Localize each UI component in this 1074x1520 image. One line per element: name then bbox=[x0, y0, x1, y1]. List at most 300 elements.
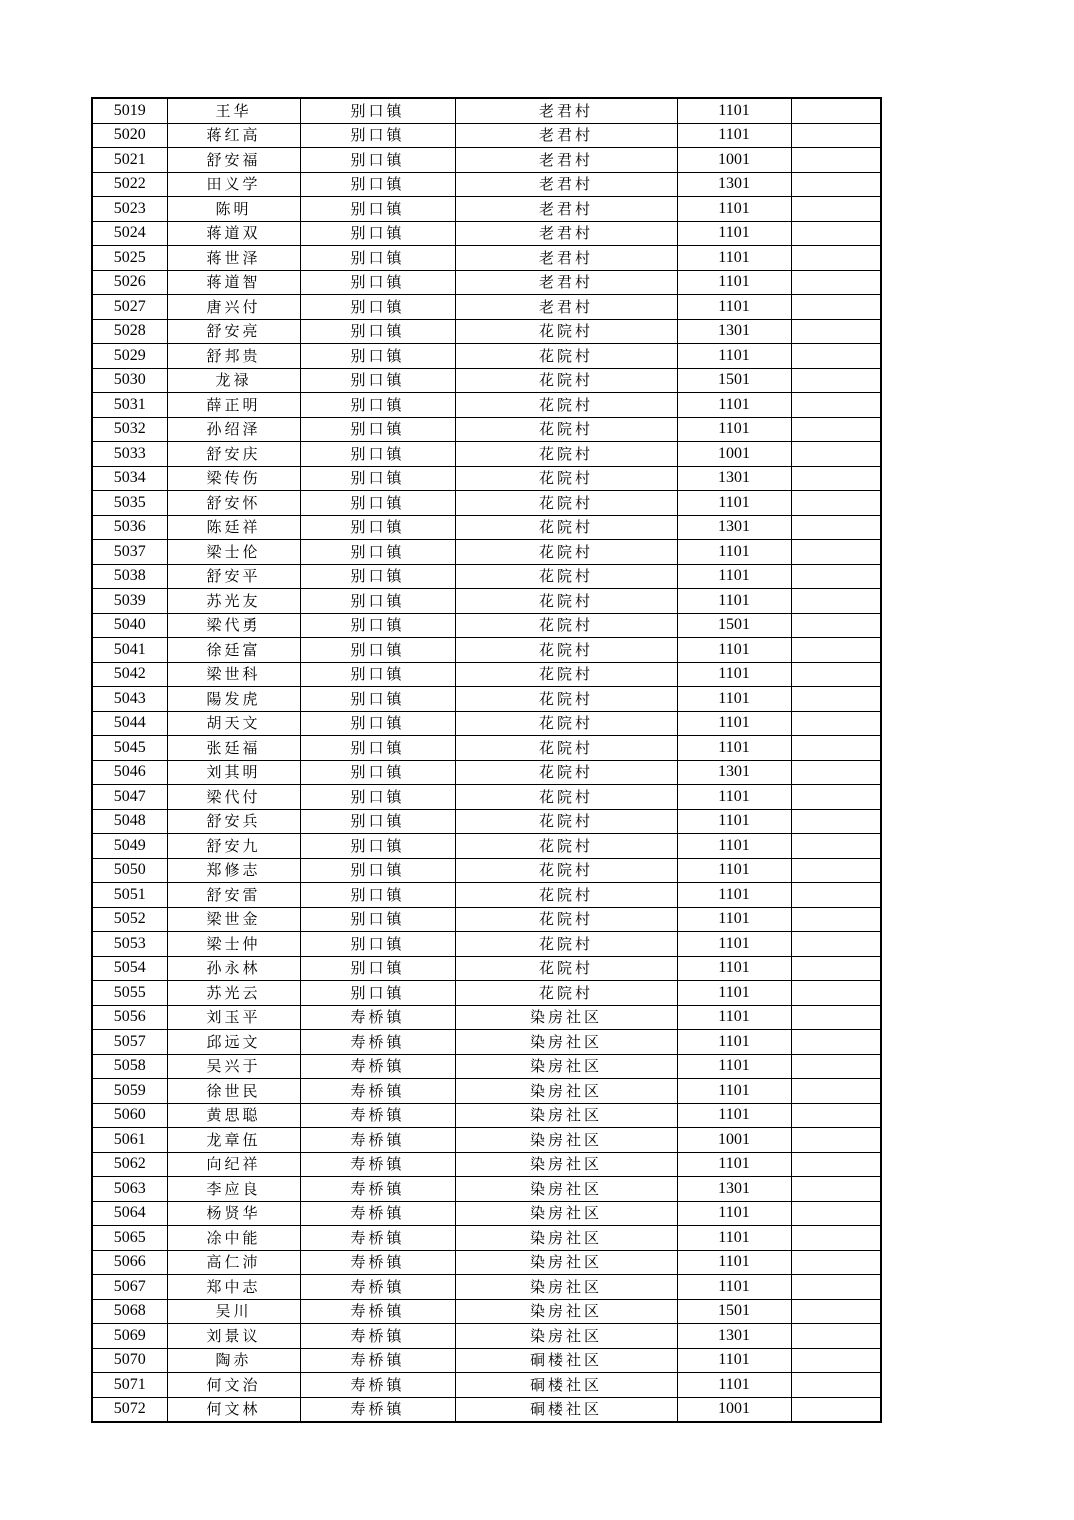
village-cell: 硐楼社区 bbox=[455, 1373, 677, 1398]
table-row bbox=[92, 1299, 881, 1324]
table-row bbox=[92, 123, 881, 148]
village-cell: 硐楼社区 bbox=[455, 1397, 677, 1422]
code-cell: 1101 bbox=[677, 883, 791, 908]
note-cell bbox=[791, 393, 881, 418]
code-cell: 1101 bbox=[677, 123, 791, 148]
village-cell: 老君村 bbox=[455, 270, 677, 295]
code-cell: 1101 bbox=[677, 956, 791, 981]
row-number-cell: 5063 bbox=[92, 1177, 167, 1202]
table-row bbox=[92, 344, 881, 369]
note-cell bbox=[791, 148, 881, 173]
table-row bbox=[92, 1079, 881, 1104]
table-row bbox=[92, 197, 881, 222]
code-cell: 1101 bbox=[677, 491, 791, 516]
table-row bbox=[92, 1152, 881, 1177]
town-cell: 别口镇 bbox=[300, 932, 455, 957]
village-cell: 花院村 bbox=[455, 417, 677, 442]
name-cell: 梁传伤 bbox=[167, 466, 300, 491]
name-cell: 舒邦贵 bbox=[167, 344, 300, 369]
village-cell: 染房社区 bbox=[455, 1030, 677, 1055]
table-row bbox=[92, 466, 881, 491]
code-cell: 1101 bbox=[677, 221, 791, 246]
code-cell: 1101 bbox=[677, 638, 791, 663]
row-number-cell: 5045 bbox=[92, 736, 167, 761]
code-cell: 1301 bbox=[677, 1177, 791, 1202]
village-cell: 花院村 bbox=[455, 809, 677, 834]
village-cell: 老君村 bbox=[455, 98, 677, 123]
village-cell: 染房社区 bbox=[455, 1324, 677, 1349]
row-number-cell: 5019 bbox=[92, 98, 167, 123]
code-cell: 1101 bbox=[677, 417, 791, 442]
note-cell bbox=[791, 344, 881, 369]
note-cell bbox=[791, 687, 881, 712]
code-cell: 1101 bbox=[677, 1054, 791, 1079]
code-cell: 1101 bbox=[677, 270, 791, 295]
table-row bbox=[92, 981, 881, 1006]
row-number-cell: 5068 bbox=[92, 1299, 167, 1324]
row-number-cell: 5053 bbox=[92, 932, 167, 957]
note-cell bbox=[791, 883, 881, 908]
village-cell: 花院村 bbox=[455, 491, 677, 516]
code-cell: 1101 bbox=[677, 1348, 791, 1373]
table-row bbox=[92, 148, 881, 173]
code-cell: 1101 bbox=[677, 1275, 791, 1300]
note-cell bbox=[791, 1348, 881, 1373]
note-cell bbox=[791, 1177, 881, 1202]
row-number-cell: 5052 bbox=[92, 907, 167, 932]
code-cell: 1001 bbox=[677, 442, 791, 467]
note-cell bbox=[791, 932, 881, 957]
table-row bbox=[92, 1324, 881, 1349]
name-cell: 梁代勇 bbox=[167, 613, 300, 638]
name-cell: 刘景议 bbox=[167, 1324, 300, 1349]
table-row bbox=[92, 760, 881, 785]
village-cell: 染房社区 bbox=[455, 1054, 677, 1079]
town-cell: 寿桥镇 bbox=[300, 1030, 455, 1055]
town-cell: 别口镇 bbox=[300, 417, 455, 442]
code-cell: 1101 bbox=[677, 540, 791, 565]
town-cell: 别口镇 bbox=[300, 442, 455, 467]
village-cell: 老君村 bbox=[455, 221, 677, 246]
name-cell: 徐世民 bbox=[167, 1079, 300, 1104]
note-cell bbox=[791, 956, 881, 981]
note-cell bbox=[791, 442, 881, 467]
village-cell: 花院村 bbox=[455, 907, 677, 932]
name-cell: 梁世金 bbox=[167, 907, 300, 932]
table-row bbox=[92, 1177, 881, 1202]
code-cell: 1101 bbox=[677, 858, 791, 883]
table-row bbox=[92, 736, 881, 761]
note-cell bbox=[791, 1373, 881, 1398]
note-cell bbox=[791, 981, 881, 1006]
town-cell: 别口镇 bbox=[300, 466, 455, 491]
name-cell: 苏光友 bbox=[167, 589, 300, 614]
table-row bbox=[92, 295, 881, 320]
note-cell bbox=[791, 246, 881, 271]
town-cell: 寿桥镇 bbox=[300, 1275, 455, 1300]
code-cell: 1301 bbox=[677, 319, 791, 344]
town-cell: 别口镇 bbox=[300, 981, 455, 1006]
code-cell: 1101 bbox=[677, 1030, 791, 1055]
name-cell: 刘玉平 bbox=[167, 1005, 300, 1030]
town-cell: 别口镇 bbox=[300, 760, 455, 785]
row-number-cell: 5055 bbox=[92, 981, 167, 1006]
note-cell bbox=[791, 1103, 881, 1128]
village-cell: 老君村 bbox=[455, 172, 677, 197]
note-cell bbox=[791, 295, 881, 320]
row-number-cell: 5030 bbox=[92, 368, 167, 393]
village-cell: 染房社区 bbox=[455, 1299, 677, 1324]
town-cell: 寿桥镇 bbox=[300, 1250, 455, 1275]
table-row bbox=[92, 172, 881, 197]
table-row bbox=[92, 932, 881, 957]
table-row bbox=[92, 417, 881, 442]
village-cell: 花院村 bbox=[455, 515, 677, 540]
village-cell: 染房社区 bbox=[455, 1005, 677, 1030]
village-cell: 花院村 bbox=[455, 711, 677, 736]
town-cell: 别口镇 bbox=[300, 221, 455, 246]
row-number-cell: 5072 bbox=[92, 1397, 167, 1422]
table-row bbox=[92, 491, 881, 516]
name-cell: 孙绍泽 bbox=[167, 417, 300, 442]
table-row bbox=[92, 221, 881, 246]
town-cell: 寿桥镇 bbox=[300, 1397, 455, 1422]
note-cell bbox=[791, 564, 881, 589]
row-number-cell: 5054 bbox=[92, 956, 167, 981]
note-cell bbox=[791, 1226, 881, 1251]
row-number-cell: 5021 bbox=[92, 148, 167, 173]
village-cell: 染房社区 bbox=[455, 1103, 677, 1128]
code-cell: 1501 bbox=[677, 613, 791, 638]
row-number-cell: 5023 bbox=[92, 197, 167, 222]
table-row bbox=[92, 662, 881, 687]
town-cell: 别口镇 bbox=[300, 956, 455, 981]
name-cell: 黄思聪 bbox=[167, 1103, 300, 1128]
note-cell bbox=[791, 540, 881, 565]
table-row bbox=[92, 393, 881, 418]
town-cell: 别口镇 bbox=[300, 197, 455, 222]
note-cell bbox=[791, 858, 881, 883]
note-cell bbox=[791, 123, 881, 148]
row-number-cell: 5066 bbox=[92, 1250, 167, 1275]
code-cell: 1301 bbox=[677, 466, 791, 491]
name-cell: 舒安庆 bbox=[167, 442, 300, 467]
row-number-cell: 5046 bbox=[92, 760, 167, 785]
row-number-cell: 5039 bbox=[92, 589, 167, 614]
code-cell: 1101 bbox=[677, 1250, 791, 1275]
code-cell: 1101 bbox=[677, 981, 791, 1006]
code-cell: 1101 bbox=[677, 295, 791, 320]
town-cell: 别口镇 bbox=[300, 393, 455, 418]
code-cell: 1101 bbox=[677, 785, 791, 810]
code-cell: 1101 bbox=[677, 246, 791, 271]
note-cell bbox=[791, 589, 881, 614]
name-cell: 舒安九 bbox=[167, 834, 300, 859]
code-cell: 1101 bbox=[677, 1005, 791, 1030]
name-cell: 孙永林 bbox=[167, 956, 300, 981]
table-row bbox=[92, 858, 881, 883]
note-cell bbox=[791, 1397, 881, 1422]
name-cell: 舒安平 bbox=[167, 564, 300, 589]
code-cell: 1001 bbox=[677, 1397, 791, 1422]
table-row bbox=[92, 368, 881, 393]
village-cell: 花院村 bbox=[455, 981, 677, 1006]
code-cell: 1101 bbox=[677, 564, 791, 589]
town-cell: 别口镇 bbox=[300, 907, 455, 932]
town-cell: 别口镇 bbox=[300, 319, 455, 344]
row-number-cell: 5032 bbox=[92, 417, 167, 442]
town-cell: 别口镇 bbox=[300, 344, 455, 369]
code-cell: 1101 bbox=[677, 589, 791, 614]
note-cell bbox=[791, 515, 881, 540]
name-cell: 田义学 bbox=[167, 172, 300, 197]
row-number-cell: 5043 bbox=[92, 687, 167, 712]
note-cell bbox=[791, 221, 881, 246]
row-number-cell: 5050 bbox=[92, 858, 167, 883]
note-cell bbox=[791, 1005, 881, 1030]
name-cell: 王华 bbox=[167, 98, 300, 123]
name-cell: 舒安兵 bbox=[167, 809, 300, 834]
village-cell: 花院村 bbox=[455, 662, 677, 687]
name-cell: 梁世科 bbox=[167, 662, 300, 687]
table-row bbox=[92, 1275, 881, 1300]
note-cell bbox=[791, 1128, 881, 1153]
name-cell: 陈廷祥 bbox=[167, 515, 300, 540]
town-cell: 别口镇 bbox=[300, 148, 455, 173]
code-cell: 1501 bbox=[677, 1299, 791, 1324]
village-cell: 花院村 bbox=[455, 393, 677, 418]
table-row bbox=[92, 687, 881, 712]
note-cell bbox=[791, 319, 881, 344]
name-cell: 郑修志 bbox=[167, 858, 300, 883]
note-cell bbox=[791, 270, 881, 295]
note-cell bbox=[791, 662, 881, 687]
code-cell: 1301 bbox=[677, 515, 791, 540]
row-number-cell: 5067 bbox=[92, 1275, 167, 1300]
row-number-cell: 5042 bbox=[92, 662, 167, 687]
code-cell: 1101 bbox=[677, 393, 791, 418]
row-number-cell: 5038 bbox=[92, 564, 167, 589]
note-cell bbox=[791, 785, 881, 810]
roster-table bbox=[91, 97, 882, 1423]
code-cell: 1101 bbox=[677, 1152, 791, 1177]
town-cell: 别口镇 bbox=[300, 98, 455, 123]
table-row bbox=[92, 613, 881, 638]
name-cell: 胡天文 bbox=[167, 711, 300, 736]
village-cell: 花院村 bbox=[455, 589, 677, 614]
note-cell bbox=[791, 1324, 881, 1349]
code-cell: 1101 bbox=[677, 711, 791, 736]
village-cell: 染房社区 bbox=[455, 1275, 677, 1300]
name-cell: 蒋道双 bbox=[167, 221, 300, 246]
name-cell: 龙禄 bbox=[167, 368, 300, 393]
row-number-cell: 5027 bbox=[92, 295, 167, 320]
note-cell bbox=[791, 711, 881, 736]
table-row bbox=[92, 319, 881, 344]
row-number-cell: 5033 bbox=[92, 442, 167, 467]
row-number-cell: 5031 bbox=[92, 393, 167, 418]
table-row bbox=[92, 956, 881, 981]
town-cell: 寿桥镇 bbox=[300, 1005, 455, 1030]
name-cell: 何文治 bbox=[167, 1373, 300, 1398]
village-cell: 染房社区 bbox=[455, 1152, 677, 1177]
village-cell: 花院村 bbox=[455, 613, 677, 638]
town-cell: 别口镇 bbox=[300, 809, 455, 834]
name-cell: 邱远文 bbox=[167, 1030, 300, 1055]
note-cell bbox=[791, 1201, 881, 1226]
table-row bbox=[92, 1226, 881, 1251]
table-row bbox=[92, 515, 881, 540]
name-cell: 陽发虎 bbox=[167, 687, 300, 712]
note-cell bbox=[791, 809, 881, 834]
row-number-cell: 5041 bbox=[92, 638, 167, 663]
code-cell: 1101 bbox=[677, 1103, 791, 1128]
table-row bbox=[92, 809, 881, 834]
code-cell: 1101 bbox=[677, 197, 791, 222]
note-cell bbox=[791, 491, 881, 516]
name-cell: 舒安怀 bbox=[167, 491, 300, 516]
town-cell: 别口镇 bbox=[300, 711, 455, 736]
table-row bbox=[92, 1128, 881, 1153]
village-cell: 花院村 bbox=[455, 834, 677, 859]
note-cell bbox=[791, 736, 881, 761]
name-cell: 梁士伦 bbox=[167, 540, 300, 565]
note-cell bbox=[791, 172, 881, 197]
note-cell bbox=[791, 1152, 881, 1177]
village-cell: 花院村 bbox=[455, 368, 677, 393]
village-cell: 老君村 bbox=[455, 246, 677, 271]
note-cell bbox=[791, 760, 881, 785]
table-row bbox=[92, 1103, 881, 1128]
code-cell: 1101 bbox=[677, 907, 791, 932]
code-cell: 1501 bbox=[677, 368, 791, 393]
row-number-cell: 5044 bbox=[92, 711, 167, 736]
name-cell: 何文林 bbox=[167, 1397, 300, 1422]
note-cell bbox=[791, 907, 881, 932]
row-number-cell: 5069 bbox=[92, 1324, 167, 1349]
code-cell: 1101 bbox=[677, 687, 791, 712]
row-number-cell: 5056 bbox=[92, 1005, 167, 1030]
table-row bbox=[92, 711, 881, 736]
table-row bbox=[92, 589, 881, 614]
code-cell: 1001 bbox=[677, 148, 791, 173]
note-cell bbox=[791, 613, 881, 638]
note-cell bbox=[791, 1250, 881, 1275]
village-cell: 硐楼社区 bbox=[455, 1348, 677, 1373]
name-cell: 李应良 bbox=[167, 1177, 300, 1202]
row-number-cell: 5028 bbox=[92, 319, 167, 344]
table-row bbox=[92, 1348, 881, 1373]
town-cell: 别口镇 bbox=[300, 295, 455, 320]
town-cell: 别口镇 bbox=[300, 687, 455, 712]
row-number-cell: 5064 bbox=[92, 1201, 167, 1226]
note-cell bbox=[791, 1299, 881, 1324]
code-cell: 1301 bbox=[677, 172, 791, 197]
row-number-cell: 5060 bbox=[92, 1103, 167, 1128]
village-cell: 花院村 bbox=[455, 956, 677, 981]
row-number-cell: 5034 bbox=[92, 466, 167, 491]
name-cell: 凃中能 bbox=[167, 1226, 300, 1251]
note-cell bbox=[791, 1030, 881, 1055]
town-cell: 寿桥镇 bbox=[300, 1079, 455, 1104]
table-row bbox=[92, 1030, 881, 1055]
name-cell: 苏光云 bbox=[167, 981, 300, 1006]
village-cell: 花院村 bbox=[455, 466, 677, 491]
name-cell: 蒋红高 bbox=[167, 123, 300, 148]
table-row bbox=[92, 907, 881, 932]
village-cell: 花院村 bbox=[455, 344, 677, 369]
table-row bbox=[92, 564, 881, 589]
village-cell: 花院村 bbox=[455, 442, 677, 467]
table-row bbox=[92, 834, 881, 859]
code-cell: 1101 bbox=[677, 736, 791, 761]
table-row bbox=[92, 540, 881, 565]
village-cell: 染房社区 bbox=[455, 1079, 677, 1104]
row-number-cell: 5058 bbox=[92, 1054, 167, 1079]
row-number-cell: 5035 bbox=[92, 491, 167, 516]
row-number-cell: 5048 bbox=[92, 809, 167, 834]
note-cell bbox=[791, 1054, 881, 1079]
town-cell: 别口镇 bbox=[300, 858, 455, 883]
note-cell bbox=[791, 368, 881, 393]
table-row bbox=[92, 785, 881, 810]
code-cell: 1101 bbox=[677, 98, 791, 123]
table-row bbox=[92, 1005, 881, 1030]
town-cell: 寿桥镇 bbox=[300, 1348, 455, 1373]
name-cell: 高仁沛 bbox=[167, 1250, 300, 1275]
village-cell: 花院村 bbox=[455, 932, 677, 957]
town-cell: 别口镇 bbox=[300, 785, 455, 810]
row-number-cell: 5024 bbox=[92, 221, 167, 246]
village-cell: 花院村 bbox=[455, 638, 677, 663]
town-cell: 别口镇 bbox=[300, 736, 455, 761]
village-cell: 花院村 bbox=[455, 736, 677, 761]
name-cell: 郑中志 bbox=[167, 1275, 300, 1300]
name-cell: 刘其明 bbox=[167, 760, 300, 785]
row-number-cell: 5071 bbox=[92, 1373, 167, 1398]
town-cell: 别口镇 bbox=[300, 270, 455, 295]
name-cell: 陈明 bbox=[167, 197, 300, 222]
name-cell: 陶赤 bbox=[167, 1348, 300, 1373]
town-cell: 别口镇 bbox=[300, 613, 455, 638]
row-number-cell: 5036 bbox=[92, 515, 167, 540]
table-row bbox=[92, 1397, 881, 1422]
name-cell: 徐廷富 bbox=[167, 638, 300, 663]
row-number-cell: 5049 bbox=[92, 834, 167, 859]
row-number-cell: 5062 bbox=[92, 1152, 167, 1177]
note-cell bbox=[791, 834, 881, 859]
table-row bbox=[92, 1054, 881, 1079]
note-cell bbox=[791, 1079, 881, 1104]
note-cell bbox=[791, 1275, 881, 1300]
code-cell: 1101 bbox=[677, 1201, 791, 1226]
note-cell bbox=[791, 638, 881, 663]
town-cell: 别口镇 bbox=[300, 834, 455, 859]
code-cell: 1101 bbox=[677, 662, 791, 687]
note-cell bbox=[791, 98, 881, 123]
note-cell bbox=[791, 417, 881, 442]
name-cell: 蒋世泽 bbox=[167, 246, 300, 271]
village-cell: 花院村 bbox=[455, 687, 677, 712]
name-cell: 梁代付 bbox=[167, 785, 300, 810]
row-number-cell: 5047 bbox=[92, 785, 167, 810]
roster-table-body bbox=[92, 98, 881, 1422]
village-cell: 老君村 bbox=[455, 295, 677, 320]
name-cell: 吴川 bbox=[167, 1299, 300, 1324]
town-cell: 别口镇 bbox=[300, 638, 455, 663]
village-cell: 老君村 bbox=[455, 123, 677, 148]
table-row bbox=[92, 1250, 881, 1275]
